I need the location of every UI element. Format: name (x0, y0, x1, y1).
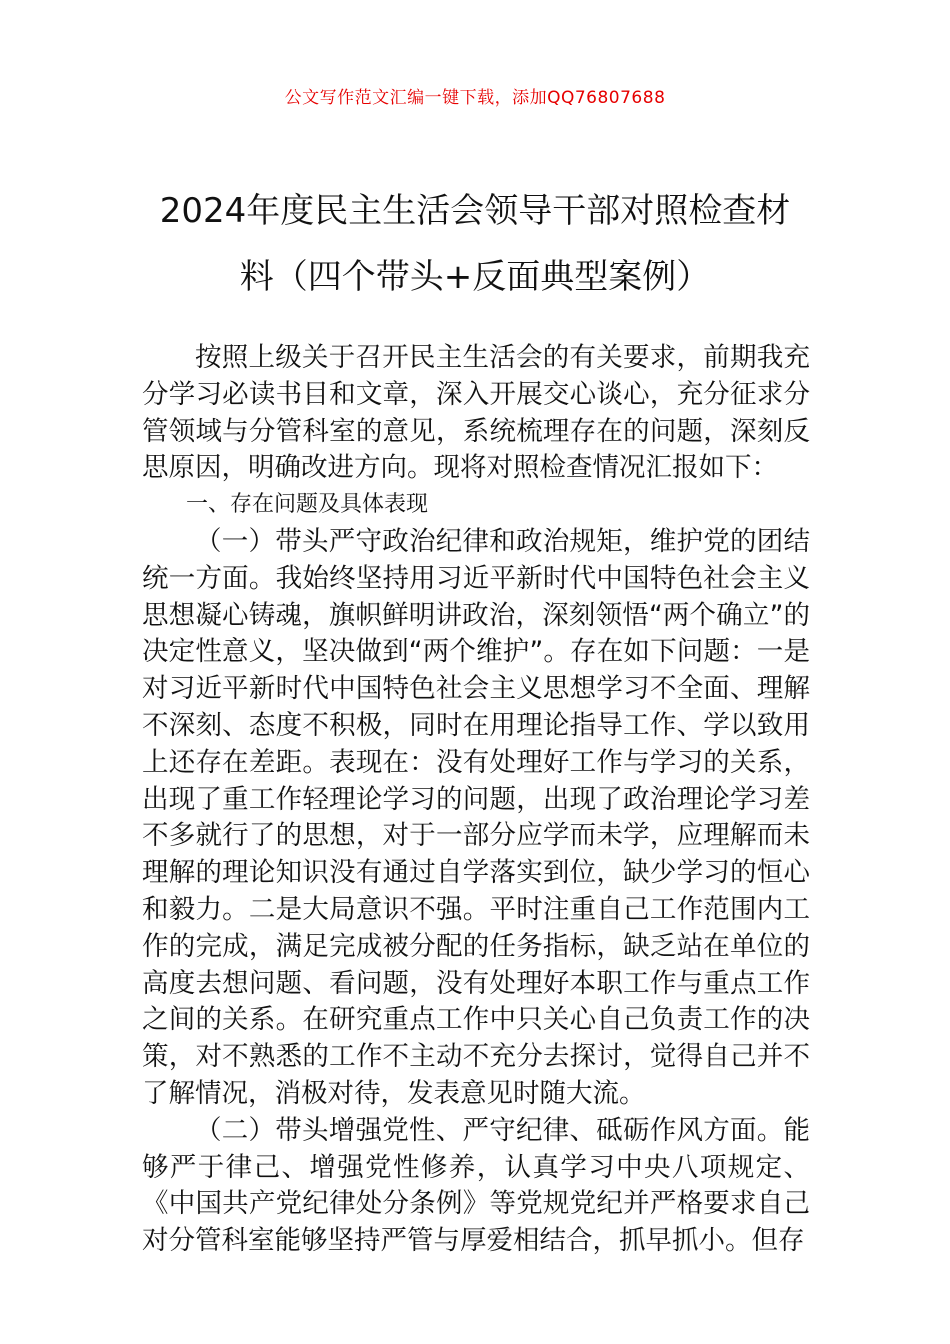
section-heading-1: 一、存在问题及具体表现 (186, 492, 429, 518)
title-line-1: 2024年度民主生活会领导干部对照检查材 (159, 190, 791, 231)
title-line-2: 料（四个带头+反面典型案例） (239, 256, 711, 297)
document-body (142, 340, 810, 1260)
download-promo-note: 公文写作范文汇编一键下载，添加QQ76807688 (284, 88, 666, 108)
paragraph-1: （一）带头严守政治纪律和政治规矩，维护党的团结统一方面。我始终坚持用习近平新时代中国特色社会主义思想凝心铸魂，旗帜鲜明讲政治，深刻领悟“两个确立”的决定性意义，坚决做到“两个维护”。存在如下问题：一是对习近平新时代中国特色社会主义思想学习不全面、理解不深刻、态度不积极，同时在用理论指导工作、学以致用上还存在差距。表现在：没有处理好工作与学习的关系，出现了重工作轻理论学习的问题，出现了政治理论学习差不多就行了的思想，对于一部分应学而未学，应理解而未理解的理论知识没有通过自学落实到位，缺少学习的恒心和毅力。二是大局意识不强。平时注重自己工作范围内工作的完成，满足完成被分配的任务指标，缺乏站在单位的高度去想问题、看问题，没有处理好本职工作与重点工作之间的关系。在研究重点工作中只关心自己负责工作的决策，对不熟悉的工作不主动不充分去探讨，觉得自己并不了解情况，消极对待，发表意见时随大流。 (142, 525, 810, 1109)
intro-paragraph: 按照上级关于召开民主生活会的有关要求，前期我充分学习必读书目和文章，深入开展交心谈心，充分征求分管领域与分管科室的意见，系统梳理存在的问题，深刻反思原因，明确改进方向。现将对照检查情况汇报如下： (142, 342, 810, 484)
paragraph-2: （二）带头增强党性、严守纪律、砥砺作风方面。能够严于律己、增强党性修养，认真学习中央八项规定、《中国共产党纪律处分条例》等党规党纪并严格要求自己对分管科室能够坚持严管与厚爱相结合，抓早抓小。但存 (142, 1114, 810, 1257)
document-title (140, 178, 810, 310)
